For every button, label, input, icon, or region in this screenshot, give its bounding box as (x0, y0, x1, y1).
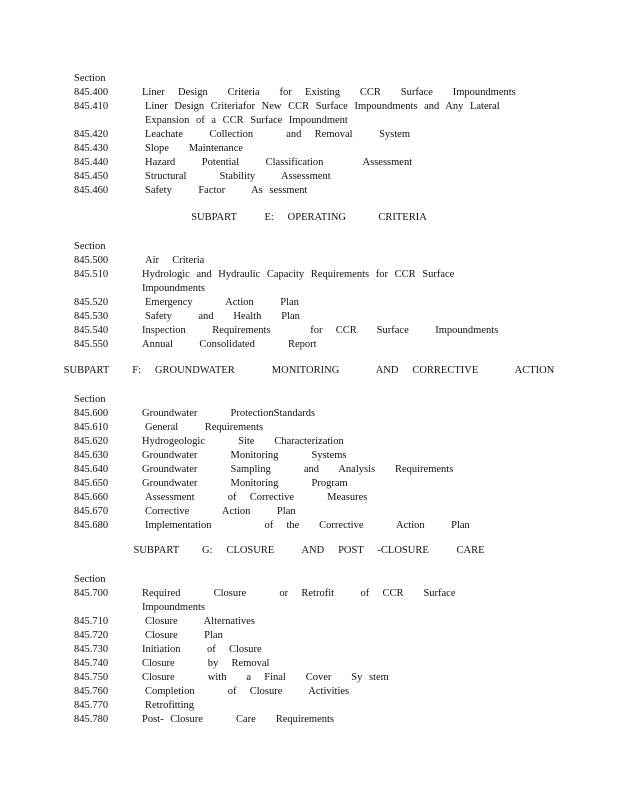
section-title: Structural Stability Assessment (145, 171, 331, 182)
section-number: 845.700 (74, 588, 109, 599)
section-title: Closure Alternatives (145, 616, 255, 627)
section-title: Assessment of Corrective Measures (145, 492, 368, 503)
section-number: 845.420 (74, 129, 109, 140)
section-number: 845.430 (74, 143, 109, 154)
section-number: 845.660 (74, 492, 109, 503)
section-title: Corrective Action Plan (145, 506, 296, 517)
section-number: 845.450 (74, 171, 109, 182)
section-column-label: Section (74, 394, 106, 405)
section-title: Liner Design Criteria for Existing CCR Surface Impoundments (142, 87, 516, 98)
section-row (74, 505, 544, 519)
section-number: 845.410 (74, 101, 109, 112)
section-row (74, 184, 544, 198)
section-title: Annual Consolidated Report (142, 339, 317, 350)
section-row (74, 310, 544, 324)
section-row (74, 435, 544, 449)
section-list-subpart-g (74, 573, 544, 727)
section-number: 845.520 (74, 297, 109, 308)
section-number: 845.550 (74, 339, 109, 350)
section-list-subpart-d (74, 72, 544, 198)
section-title: Retrofitting (145, 700, 194, 711)
section-row (74, 128, 544, 142)
section-row (74, 324, 544, 338)
section-row (74, 449, 544, 463)
section-number: 845.760 (74, 686, 109, 697)
section-number: 845.720 (74, 630, 109, 641)
section-row (74, 296, 544, 310)
section-row (74, 421, 544, 435)
section-number: 845.750 (74, 672, 109, 683)
subpart-g-heading: SUBPART G: CLOSURE AND POST -CLOSURE CARE (133, 545, 485, 556)
section-title: Required Closure or Retrofit of CCR Surface Impoundments (142, 588, 483, 613)
section-title: Inspection Requirements for CCR Surface Impoundments (142, 325, 499, 336)
section-number: 845.600 (74, 408, 109, 419)
section-row (74, 671, 544, 685)
section-column-label: Section (74, 241, 106, 252)
section-number: 845.740 (74, 658, 109, 669)
section-title: Hazard Potential Classification Assessment (145, 157, 413, 168)
section-number: 845.620 (74, 436, 109, 447)
section-number: 845.510 (74, 269, 109, 280)
section-title: Air Criteria (145, 255, 205, 266)
section-number: 845.780 (74, 714, 109, 725)
section-number: 845.500 (74, 255, 109, 266)
section-title: Closure with a Final Cover Sy stem (142, 672, 389, 683)
section-title: Closure Plan (145, 630, 223, 641)
section-row (74, 491, 544, 505)
section-title: General Requirements (145, 422, 264, 433)
section-number: 845.530 (74, 311, 109, 322)
section-number: 845.770 (74, 700, 109, 711)
section-row (74, 142, 544, 156)
section-row (74, 463, 544, 477)
section-row (74, 268, 544, 296)
section-row (74, 615, 544, 629)
section-title: Hydrogeologic Site Characterization (142, 436, 344, 447)
section-row (74, 254, 544, 268)
section-row (74, 170, 544, 184)
section-title: Groundwater ProtectionStandards (142, 408, 316, 419)
section-column-label: Section (74, 73, 106, 84)
section-title: Completion of Closure Activities (145, 686, 350, 697)
section-title: Slope Maintenance (145, 143, 244, 154)
section-number: 845.680 (74, 520, 109, 531)
section-row (74, 713, 544, 727)
section-number: 845.540 (74, 325, 109, 336)
section-number: 845.670 (74, 506, 109, 517)
section-row (74, 100, 544, 128)
section-row (74, 407, 544, 421)
section-row (74, 657, 544, 671)
section-title: Leachate Collection and Removal System (145, 129, 410, 140)
section-title: Safety and Health Plan (145, 311, 300, 322)
section-title: Liner Design Criteriafor New CCR Surface Impoundments and Any Lateral Expansion of a CCR Surface Impoundment (145, 101, 500, 126)
section-title: Post- Closure Care Requirements (142, 714, 335, 725)
section-row (74, 338, 544, 352)
section-number: 845.640 (74, 464, 109, 475)
section-title: Groundwater Monitoring Systems (142, 450, 347, 461)
section-row (74, 156, 544, 170)
section-number: 845.440 (74, 157, 109, 168)
section-row (74, 629, 544, 643)
section-title: Implementation of the Corrective Action Plan (145, 520, 470, 531)
section-title: Initiation of Closure (142, 644, 262, 655)
subpart-e-heading: SUBPART E: OPERATING CRITERIA (191, 212, 427, 223)
section-title: Hydrologic and Hydraulic Capacity Requirements for CCR Surface Impoundments (142, 269, 455, 294)
section-row (74, 519, 544, 533)
section-title: Safety Factor As sessment (145, 185, 308, 196)
subpart-f-heading: SUBPART F: GROUNDWATER MONITORING AND CORRECTIVE ACTION (63, 365, 555, 376)
section-title: Groundwater Sampling and Analysis Requirements (142, 464, 454, 475)
section-list-subpart-f (74, 393, 544, 533)
section-number: 845.710 (74, 616, 109, 627)
section-number: 845.650 (74, 478, 109, 489)
section-title: Groundwater Monitoring Program (142, 478, 348, 489)
section-title: Emergency Action Plan (145, 297, 299, 308)
section-number: 845.630 (74, 450, 109, 461)
section-row (74, 587, 544, 615)
section-row (74, 477, 544, 491)
section-list-subpart-e (74, 240, 544, 352)
section-row (74, 699, 544, 713)
section-number: 845.400 (74, 87, 109, 98)
section-number: 845.730 (74, 644, 109, 655)
section-column-label: Section (74, 574, 106, 585)
section-row (74, 643, 544, 657)
section-number: 845.610 (74, 422, 109, 433)
section-row (74, 86, 544, 100)
section-number: 845.460 (74, 185, 109, 196)
section-row (74, 685, 544, 699)
section-title: Closure by Removal (142, 658, 270, 669)
